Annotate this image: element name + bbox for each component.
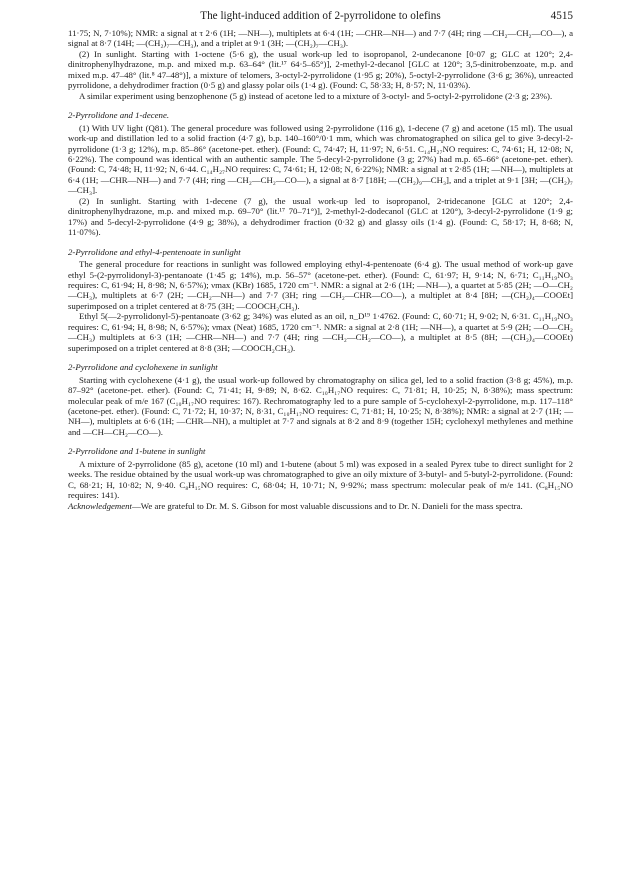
section-heading: 2-Pyrrolidone and cyclohexene in sunlight <box>68 362 218 373</box>
section-butene <box>68 446 573 500</box>
section-cyclohexene <box>68 362 573 437</box>
acknowledgement-text: —We are grateful to Dr. M. S. Gibson for most valuable discussions and to Dr. N. Danieli for the mass spectra. <box>132 500 523 511</box>
section-octene-continued <box>68 28 573 101</box>
paragraph: (2) In sunlight. Starting with 1-decene (7 g), the usual work-up led to isopropanol, 2-tridecanone [GLC at 120°; 2,4-dinitrophenylhydrazone, m.p. and mixed m.p. 69–70° (lit.¹⁷ 70–71°)], 2-methyl-2-dodecanol (GLC at 120°), 3-decyl-2-pyrrolidone (1·9 g; 17%) and 5-decyl-2-pyrrolidone (4·9 g; 38%), a dehydrodimer fraction (0·32 g) and glassy oils (1·4 g). (Found: C, 58·17; H, 8·68; N, 11·07%). <box>68 195 573 238</box>
section-decene <box>68 110 573 237</box>
paragraph: (1) With UV light (Q81). The general procedure was followed using 2-pyrrolidone (116 g), 1-decene (7 g) and acetone (15 ml). The usual work-up and distillation led to a solid fraction (4·7 g), b.p. 140–160°/0·1 mm, which was chromatographed on silica gel to give 3-decyl-2-pyrrolidone (1·3 g; 12%), m.p. 85–86° (acetone-pet. ether). (Found: C, 74·47; H, 11·97; N, 6·51. C₁₄H₂₇NO requires: C, 74·61; H, 12·08; N, 6·22%). The compound was identical with an authentic sample. The 5-decyl-2-pyrrolidone (3 g; 27%) had m.p. 65–66° (acetone-pet. ether). (Found: C, 74·48; H, 11·92; N, 6·44. C₁₄H₂₇NO requires: C, 74·61; H, 12·08; N, 6·22%); NMR: a signal at τ 2·85 (1H; —NH—), multiplets at 6·4 (1H; —CHR—NH—) and 7·7 (4H; ring —CH₂—CH₂—CO—), a signal at 8·7 [18H; —(CH₂)₉—CH₃], and a triplet at 9·1 [3H; —(CH₂)₇—CH₃]. <box>68 122 573 196</box>
running-header <box>68 6 573 28</box>
paragraph: Starting with cyclohexene (4·1 g), the usual work-up followed by chromatography on silica gel, led to a solid fraction (3·8 g; 45%), m.p. 87–92° (acetone-pet. ether). (Found: C, 71·41; H, 9·89; N, 8·62. C₁₀H₁₇NO requires: C, 71·81; H, 10·25; N, 8·38%); mass spectrum: molecular peak of m/e 167 (C₁₀H₁₇NO requires: 167). Rechromatography led to a pure sample of 5-cyclohexyl-2-pyrrolidone, m.p. 117–118° (acetone-pet. ether). (Found: C, 71·72; H, 10·37; N, 8·31, C₁₀H₁₇NO requires: C, 71·81; H, 10·25; N, 8·38%); NMR: a signal at 2·7 (1H; —NH—), multiplets at 6·6 (1H; —CHR—NH), a multiplet at 7·7 and signals at 8·2 and 8·9 (together 15H; cyclohexyl methylenes and methine and —CH—CH₂—CO—). <box>68 374 573 437</box>
article-body <box>68 28 573 511</box>
section-heading: 2-Pyrrolidone and ethyl-4-pentenoate in sunlight <box>68 246 241 257</box>
section-heading: 2-Pyrrolidone and 1-decene. <box>68 110 170 121</box>
acknowledgement-label: Acknowledgement <box>68 500 132 511</box>
acknowledgement <box>68 501 573 511</box>
paragraph: A mixture of 2-pyrrolidone (85 g), acetone (10 ml) and 1-butene (about 5 ml) was exposed in a sealed Pyrex tube to direct sunlight for 2 weeks. The residue obtained by the usual work-up was chromatographed to give an oily mixture of 3-butyl- and 5-butyl-2-pyrrolidone. (Found: C, 68·21; H, 10·82; N, 9·40. C₈H₁₅NO requires: C, 68·04; H, 10·71; N, 9·92%; mass spectrum: molecular peak of m/e 141. (C₈H₁₅NO requires: 141). <box>68 458 573 501</box>
paragraph: A similar experiment using benzophenone (5 g) instead of acetone led to a mixture of 3-octyl- and 5-octyl-2-pyrrolidone (2·3 g; 23%). <box>79 90 553 101</box>
paragraph: The general procedure for reactions in sunlight was followed employing ethyl-4-pentenoate (6·4 g). The usual method of work-up gave ethyl 5-(2-pyrrolidonyl-3)-pentanoate (1·45 g; 14%), m.p. 56–57° (acetone-pet. ether). (Found: C, 61·97; H, 9·14; N, 6·71; C₁₁H₁₉NO₃ requires: C, 61·94; H, 8·98; N, 6·57%); νmax (KBr) 1685, 1720 cm⁻¹. NMR: a signal at 2·6 (1H; —NH—), a quartet at 5·85 (2H; —O—CH₂—CH₃), multiplets at 6·7 (2H; —CH₂—NH—) and 7·7 (3H; ring —CH₂—CHR—CO—), a multiplet at 8·4 [8H; —(CH₂)₄—COOEt] superimposed on a triplet centered at 8·75 (3H; —COOCH₂CH₃). <box>68 259 573 311</box>
paragraph: (2) In sunlight. Starting with 1-octene (5·6 g), the usual work-up led to isopropanol, 2-undecanone [0·07 g; GLC at 120°; 2,4-dinitrophenylhydrazone, m.p. and mixed m.p. 63–64° (lit.¹⁷ 64·5–65°)], 2-methyl-2-decanol [GLC at 120°; 3,5-dinitrobenzoate, m.p. and mixed m.p. 47–48° (lit.⁸ 47–48°)], a mixture of telomers, 3-octyl-2-pyrrolidone (1·95 g; 20%), 5-octyl-2-pyrrolidone (3·6 g; 36%), unreacted pyrrolidone, a dehydrodimer fraction (0·5 g) and glassy polar oils (1·4 g). (Found: C, 58·33; H, 8·57; N, 11·03%). <box>68 48 573 91</box>
paragraph: Ethyl 5(—2-pyrrolidonyl-5)-pentanoate (3·62 g; 34%) was eluted as an oil, n_D¹⁹ 1·4762. (Found: C, 60·71; H, 9·02; N, 6·31. C₁₁H₁₉NO₃ requires: C, 61·94; H, 8·98; N, 6·57%); νmax (Neat) 1685, 1720 cm⁻¹. NMR: a signal at 2·8 (1H; —NH—), a quartet at 5·9 (2H; —O—CH₂—CH₃) multiplets at 6·3 (1H; —CHR—NH—) and 7·7 (4H; ring —CH₂—CH₂—CO—), a multiplet at 8·5 (8H; —(CH₂)₄—COOEt) superimposed on a triplet centered at 8·8 (3H; —COOCH₂CH₃). <box>68 311 573 353</box>
paragraph: 11·75; N, 7·10%); NMR: a signal at τ 2·6 (1H; —NH—), multiplets at 6·4 (1H; —CHR—NH—) and 7·7 (4H; ring —CH₂—CH₂—CO—), a signal at 8·7 (14H; —(CH₂)₇—CH₃), and a triplet at 9·1 (3H; —(CH₂)₇—CH₃). <box>68 28 573 49</box>
section-pentenoate <box>68 247 573 354</box>
section-heading: 2-Pyrrolidone and 1-butene in sunlight <box>68 446 206 457</box>
running-title: The light-induced addition of 2-pyrrolidone to olefins <box>200 10 441 22</box>
page-number: 4515 <box>550 10 573 22</box>
